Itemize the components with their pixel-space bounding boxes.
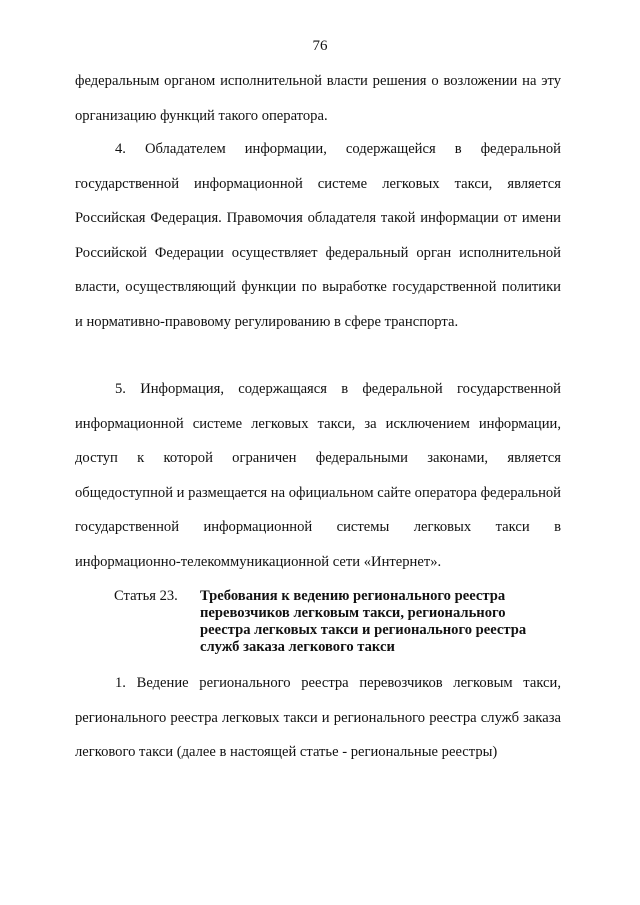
page-number: 76 bbox=[312, 38, 328, 54]
article-number: Статья 23. bbox=[114, 588, 178, 604]
article-paragraph-item-1: 1. Ведение регионального реестра перевозчиков легковым такси, регионального реестра легковых такси и регионального реестра служб заказа легкового такси (далее в настоящей статье - региональные реестры) bbox=[75, 675, 561, 760]
paragraph-item-5: 5. Информация, содержащаяся в федеральной государственной информационной системе легковых такси, за исключением информации, доступ к которой ограничен федеральными законами, является общедоступной и размещается на официальном сайте оператора федеральной государственной информационной системы легковых такси в информационно-телекоммуникационной сети «Интернет». bbox=[75, 381, 561, 570]
article-title: Требования к ведению регионального реестра перевозчиков легковым такси, регионального реестра легковых такси и регионального реестра служб заказа легкового такси bbox=[200, 588, 527, 655]
paragraph-continued: федеральным органом исполнительной власти решения о возложении на эту организацию функций такого оператора. bbox=[75, 73, 561, 124]
paragraph-item-4: 4. Обладателем информации, содержащейся в федеральной государственной информационной системе легковых такси, является Российская Федерация. Правомочия обладателя такой информации от имени Российской Федерации осуществляет федеральный орган исполнительной власти, осуществляющий функции по выработке государственной политики и нормативно-правовому регулированию в сфере транспорта. bbox=[75, 141, 561, 330]
